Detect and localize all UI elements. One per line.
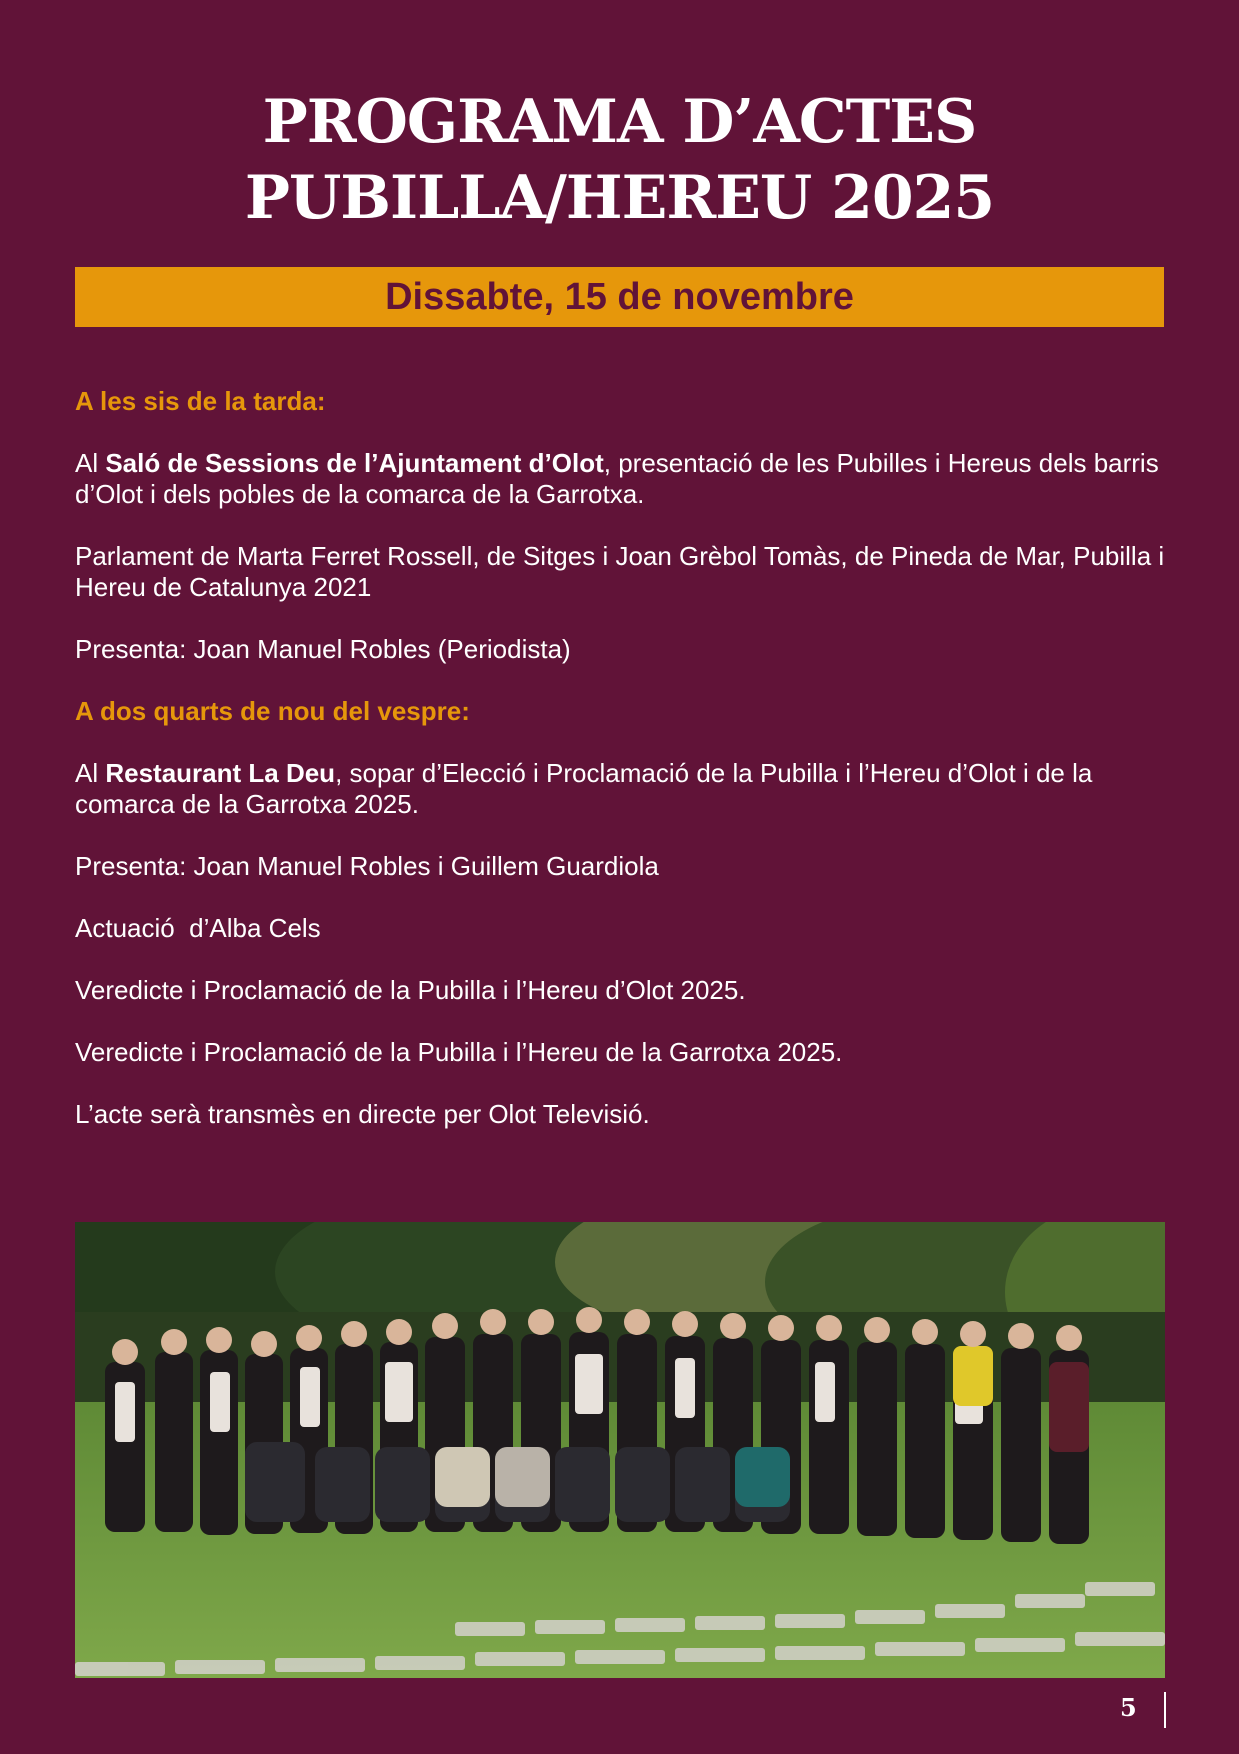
section1-paragraph-3: Presenta: Joan Manuel Robles (Periodista) <box>75 634 571 664</box>
title-line-1: PROGRAMA D’ACTES <box>262 87 977 157</box>
venue-name: Restaurant La Deu <box>105 758 336 788</box>
page-number-divider <box>1164 1692 1166 1728</box>
page-number: 5 <box>1120 1693 1137 1722</box>
text-prefix: Al <box>75 448 106 478</box>
section2-paragraph-6: L’acte serà transmès en directe per Olot Televisió. <box>75 1099 650 1129</box>
text-rest: , presentació de les Pubilles i Hereus dels barris d’Olot i dels pobles de la comarca de la Garrotxa. <box>75 448 1159 509</box>
section2-paragraph-2: Presenta: Joan Manuel Robles i Guillem Guardiola <box>75 851 659 881</box>
text-rest: , sopar d’Elecció i Proclamació de la Pubilla i l’Hereu d’Olot i de la comarca de la Garrotxa 2025. <box>75 758 1093 819</box>
venue-name: Saló de Sessions de l’Ajuntament d’Olot <box>105 448 604 478</box>
section2-paragraph-5: Veredicte i Proclamació de la Pubilla i l’Hereu de la Garrotxa 2025. <box>75 1037 843 1067</box>
section2-paragraph-1 <box>75 758 1165 820</box>
group-photo <box>75 1222 1165 1678</box>
section2-paragraph-4: Veredicte i Proclamació de la Pubilla i l’Hereu d’Olot 2025. <box>75 975 746 1005</box>
section2-paragraph-3: Actuació d’Alba Cels <box>75 913 321 943</box>
section1-paragraph-1 <box>75 448 1165 510</box>
section1-paragraph-2: Parlament de Marta Ferret Rossell, de Sitges i Joan Grèbol Tomàs, de Pineda de Mar, Pubilla i Hereu de Catalunya 2021 <box>75 541 1165 602</box>
title-line-2: PUBILLA/HEREU 2025 <box>244 163 995 233</box>
page-title <box>0 84 1239 236</box>
date-banner: Dissabte, 15 de novembre <box>75 267 1164 327</box>
program-content <box>75 386 1165 1130</box>
text-prefix: Al <box>75 758 106 788</box>
section1-heading: A les sis de la tarda: <box>75 386 326 416</box>
section2-heading: A dos quarts de nou del vespre: <box>75 696 470 726</box>
